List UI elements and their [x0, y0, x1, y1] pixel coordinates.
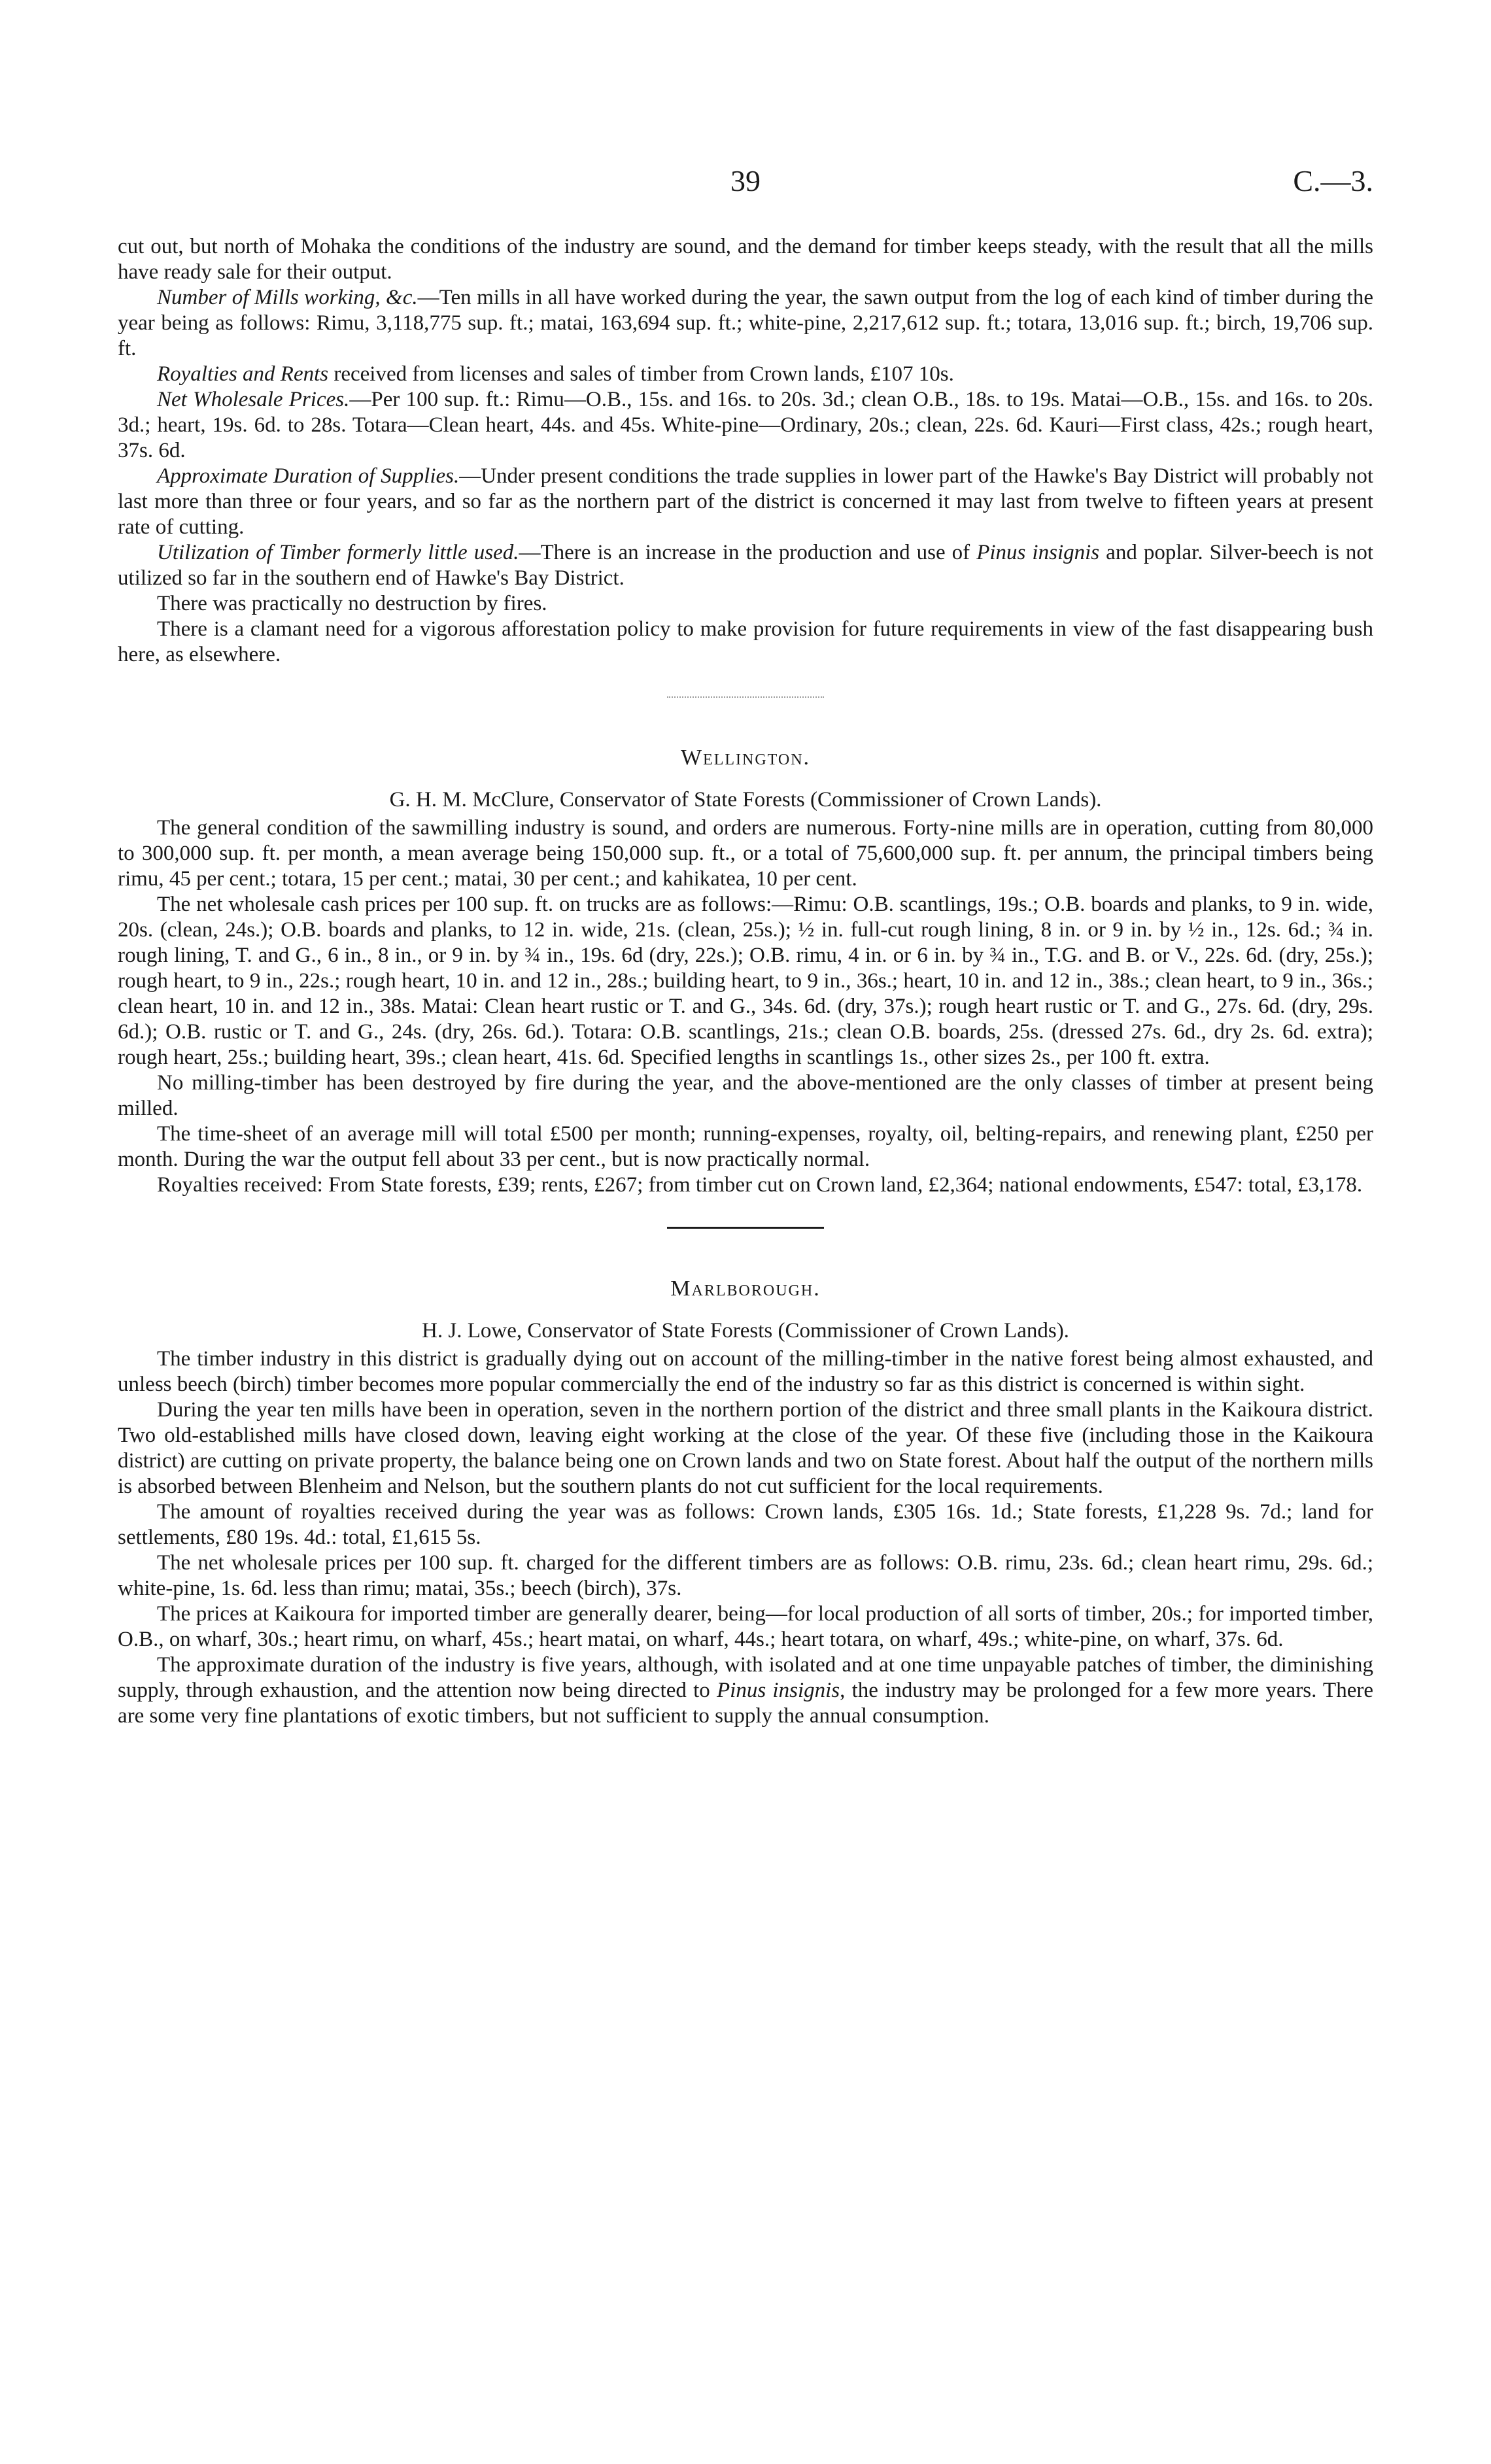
paragraph: The amount of royalties received during the year was as follows: Crown lands, £305 16s. 1d.; State forests, £1,228 9s. 7d.; land for settlements, £80 19s. 4d.: total, £1,615 5s. [118, 1500, 1373, 1549]
conservator-line: G. H. M. McClure, Conservator of State Forests (Commissioner of Crown Lands). [389, 788, 1102, 812]
paragraph: There is a clamant need for a vigorous afforestation policy to make provision for future requirements in view of the fast disappearing bush here, as elsewhere. [118, 617, 1373, 666]
paragraph-lead: Net Wholesale Prices. [157, 388, 350, 411]
paragraph [118, 285, 1373, 362]
conservator-line: H. J. Lowe, Conservator of State Forests (Commissioner of Crown Lands). [422, 1319, 1069, 1343]
paragraph: The net wholesale cash prices per 100 sup. ft. on trucks are as follows:—Rimu: O.B. scantlings, 19s.; O.B. boards and planks, to 9 in. wide, 20s. (clean, 24s.); O.B. boards and planks, to 12 in. wide, 21s. (clean, 25s.); ½ in. full-cut rough lining, 8 in. or 9 in. by ½ in., 12s. 6d.; ¾ in. rough lining, T. and G., 6 in., 8 in., or 9 in. by ¾ in., 19s. 6d (dry, 22s.); O.B. rimu, 4 in. or 6 in. by ¾ in., T.G. and B. or V., 22s. 6d. (dry, 25s.); rough heart, to 9 in., 22s.; rough heart, 10 in. and 12 in., 28s.; building heart, to 9 in., 36s.; heart, 10 in. and 12 in., 38s.; clean heart, to 9 in., 36s.; clean heart, 10 in. and 12 in., 38s. Matai: Clean heart rustic or T. and G., 34s. 6d. (dry, 37s.); rough heart rustic or T. and G., 27s. 6d. (dry, 29s. 6d.); O.B. rustic or T. and G., 24s. (dry, 26s. 6d.). Totara: O.B. scantlings, 21s.; clean O.B. boards, 25s. (dressed 27s. 6d., dry 2s. 6d. extra); rough heart, 25s.; building heart, 39s.; clean heart, 41s. 6d. Specified lengths in scantlings 1s., other sizes 2s., per 100 ft. extra. [118, 893, 1373, 1069]
paragraph-text: and poplar. Silver-beech is not utilized so far in the southern end of Hawke's Bay District. [118, 541, 1374, 590]
paragraph: The prices at Kaikoura for imported timber are generally dearer, being—for local production of all sorts of timber, 20s.; for imported timber, O.B., on wharf, 30s.; heart rimu, on wharf, 45s.; heart matai, on wharf, 44s.; heart totara, on wharf, 49s.; white-pine, on wharf, 37s. 6d. [118, 1602, 1373, 1651]
paragraph: Royalties received: From State forests, £39; rents, £267; from timber cut on Crown land, £2,364; national endowments, £547: total, £3,178. [157, 1173, 1363, 1197]
paragraph [118, 540, 1373, 591]
paragraph-lead: Number of Mills working, &c. [157, 286, 418, 309]
paragraph: cut out, but north of Mohaka the conditions of the industry are sound, and the demand for timber keeps steady, with the result that all the mills have ready sale for their output. [118, 235, 1373, 284]
document-reference: C.—3. [1293, 164, 1373, 197]
paragraph-text: —Per 100 sup. ft.: Rimu—O.B., 15s. and 16s. to 20s. 3d.; clean O.B., 18s. to 19s. Matai—O.B., 15s. and 16s. to 20s. 3d.; heart, 19s. 6d. to 28s. Totara—Clean heart, 44s. and 45s. White-pine—Ordinary, 20s.; clean, 22s. 6d. Kauri—First class, 42s.; rough heart, 37s. 6d. [118, 388, 1374, 462]
paragraph-text: —There is an increase in the production and use of [519, 541, 977, 564]
paragraph: The general condition of the sawmilling industry is sound, and orders are numerous. Forty-nine mills are in operation, cutting from 80,000 to 300,000 sup. ft. per month, a mean average being 150,000 sup. ft., or a total of 75,600,000 sup. ft. per annum, the principal timbers being rimu, 45 per cent.; totara, 15 per cent.; matai, 30 per cent.; and kahikatea, 10 per cent. [118, 816, 1373, 891]
species-name: Pinus insignis [717, 1679, 840, 1702]
paragraph: The time-sheet of an average mill will total £500 per month; running-expenses, royalty, oil, belting-repairs, and renewing plant, £250 per month. During the war the output fell about 33 per cent., but is now practically normal. [118, 1122, 1373, 1171]
page-content [118, 234, 1373, 1729]
paragraph-text: received from licenses and sales of timber from Crown lands, £107 10s. [328, 362, 954, 386]
paragraph-text: The approximate duration of the industry is five years, although, with isolated and at one time unpayable patches of timber, the diminishing supply, through exhaustion, and the attention now being directed to [118, 1653, 1373, 1702]
paragraph-text: —Under present conditions the trade supplies in lower part of the Hawke's Bay District will probably not last more than three or four years, and so far as the northern part of the district is concerned it may last from twelve to fifteen years at present rate of cutting. [118, 464, 1373, 539]
paragraph-lead: Approximate Duration of Supplies. [157, 464, 460, 488]
section-divider [667, 1227, 824, 1229]
species-name: Pinus insignis [976, 541, 1100, 564]
paragraph [118, 362, 1373, 387]
section-title: Wellington. [680, 745, 811, 770]
paragraph: There was practically no destruction by fires. [157, 592, 547, 615]
page-number: 39 [730, 164, 761, 197]
paragraph-text: , the industry may be prolonged for a few more years. There are some very fine plantations of exotic timbers, but not sufficient to supply the annual consumption. [118, 1679, 1373, 1728]
hawkes-bay-section [118, 234, 1373, 668]
paragraph [118, 1652, 1373, 1729]
paragraph [118, 387, 1373, 464]
paragraph: The net wholesale prices per 100 sup. ft. charged for the different timbers are as follows: O.B. rimu, 23s. 6d.; clean heart rimu, 29s. 6d.; white-pine, 1s. 6d. less than rimu; matai, 35s.; beech (birch), 37s. [118, 1551, 1373, 1600]
paragraph: During the year ten mills have been in operation, seven in the northern portion of the district and three small plants in the Kaikoura district. Two old-established mills have closed down, leaving eight working at the close of the year. Of these five (including those in the Kaikoura district) are cutting on private property, the balance being one on Crown lands and two on State forest. About half the output of the northern mills is absorbed between Blenheim and Nelson, but the southern plants do not cut sufficient for the local requirements. [118, 1398, 1373, 1498]
page-header [118, 163, 1373, 209]
paragraph-lead: Royalties and Rents [157, 362, 329, 386]
wellington-section [118, 745, 1373, 1198]
paragraph [118, 464, 1373, 540]
paragraph: No milling-timber has been destroyed by fire during the year, and the above-mentioned are the only classes of timber at present being milled. [118, 1071, 1373, 1120]
section-title: Marlborough. [670, 1276, 821, 1301]
marlborough-section [118, 1276, 1373, 1729]
section-divider [667, 696, 824, 698]
paragraph-lead: Utilization of Timber formerly little used. [157, 541, 519, 564]
paragraph-text: —Ten mills in all have worked during the year, the sawn output from the log of each kind of timber during the year being as follows: Rimu, 3,118,775 sup. ft.; matai, 163,694 sup. ft.; white-pine, 2,217,612 sup. ft.; totara, 13,016 sup. ft.; birch, 19,706 sup. ft. [118, 286, 1373, 360]
paragraph: The timber industry in this district is gradually dying out on account of the milling-timber in the native forest being almost exhausted, and unless beech (birch) timber becomes more popular commercially the end of the industry so far as this district is concerned is within sight. [118, 1347, 1373, 1396]
